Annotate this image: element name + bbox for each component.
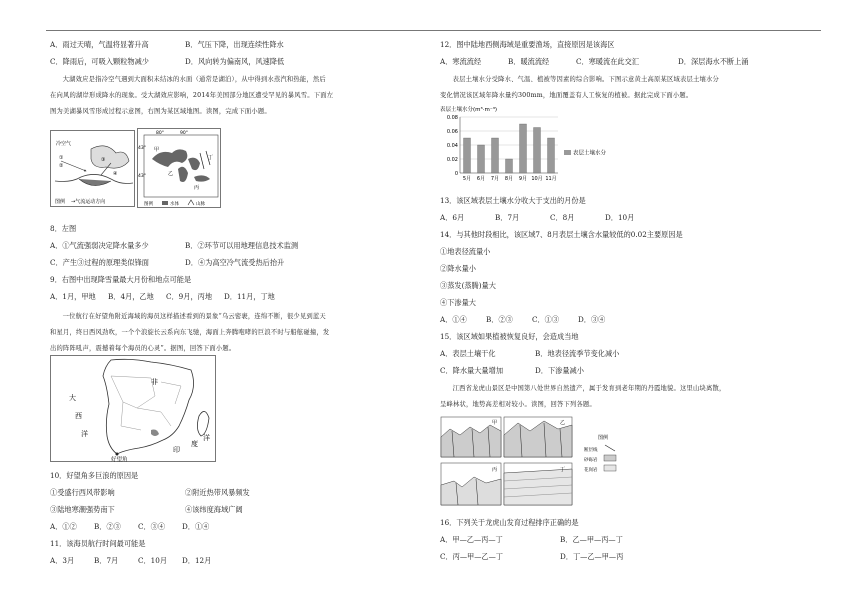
section-yi [504,417,572,457]
bar [492,138,499,173]
legend-swatch [564,150,571,155]
region-jia: 甲 [154,147,160,153]
passage-soil-moisture: 表层土壤水分受降水、气温、植被等因素的综合影响。下图示意黄土高原某区域表层土壤水分 变化情况该区域年降水量约300mm，地面覆盖有人工恢复的植被。据此完成下面小题。 [440,76,719,99]
cold-air-label: 冷空气 [56,141,72,147]
option: B．7月 [495,212,520,222]
svg-text:甲: 甲 [492,420,498,426]
water-swatch [162,201,168,205]
passage-lake-effect: 大湖效应是指冷空气遇到大面积未结冰的水面（通常是湖泊），从中得到水蒸汽和热能，然后 在向风的湖岸形成降水的现象。受大湖效应影响，2014年美国部分地区遭受罕见的暴风雪。下面左 图为美湖暴风雪形成过程示意图，右图为某区域地图。读图，完成下面小题。 [50,76,334,115]
option: C．降水量大量增加 [440,365,504,375]
svg-text:砂砾岩: 砂砾岩 [584,458,598,463]
option: D．①④ [182,521,210,531]
svg-text:丙: 丙 [492,467,498,473]
x-tick-label: 9月 [518,176,528,182]
option: D．下渗量减小 [535,365,584,375]
option: B．7月 [94,555,119,565]
svg-text:断层线: 断层线 [584,448,598,453]
svg-text:图例: 图例 [598,435,609,441]
q7-options [50,36,395,53]
option: A．雨过天晴，气温将显著升高 [50,39,149,49]
label-indian: 印 [173,446,180,454]
section-bing [441,463,501,505]
option: A．寒流流经 [440,56,482,66]
option: D．③④ [578,314,606,324]
item: ④该纬度海域广阔 [185,504,243,514]
option: C．寒暖流在此交汇 [576,56,640,66]
chart-title: 表层土壤水分(m³·m⁻³) [440,107,498,113]
option: A．①④ [440,314,467,324]
y-tick-label: 0.02 [446,156,458,163]
label-africa: 非 [151,378,158,386]
figure-danxia-cross-sections [440,415,650,507]
option: B．4月，乙地 [108,291,154,301]
q14-item: ①地表径流量小 [440,246,491,256]
chart-yticks [447,115,458,177]
left-column-lower [50,220,395,357]
option: B．暖流流经 [508,56,550,66]
danxia-svg [440,415,650,507]
passage-cape: 一位航行在好望角附近海域的海员这样描述看到的景象“乌云密裹，连绵不断，很少见到蓝天 和星月，终日西风劲吹，一个个浪旋长云系向东飞驰，海面上奔腾咆哮的巨浪不时与船舷碰撞，发 出的阵阵吼声，震撼着每个海员的心灵”。据图，回答下面小题。 [50,313,330,352]
option: D．10月 [605,212,635,222]
label-indian: 度 [191,440,198,448]
option: C．③④ [138,521,166,531]
x-tick-label: 7月 [490,176,500,182]
q12-options [440,53,815,70]
marker-4: ④ [113,171,118,177]
label-atlantic: 洋 [81,430,88,438]
label-atlantic: 大 [69,394,76,402]
q8-stem: 8．左图 [50,223,77,233]
item: ②附近热带风暴频发 [185,487,250,497]
q11-options [50,552,395,569]
option: C．9月，丙地 [166,291,213,301]
meridian-90: 90° [180,131,188,136]
q16-stem: 16．下列关于龙虎山发育过程排序正确的是 [440,517,579,527]
option: C．10月 [138,555,168,565]
meridian-80: 80° [156,131,164,136]
q14-options [440,311,815,328]
label-cape: 好望角 [111,457,128,463]
option: C．降雨后，可吸入颗粒物减少 [50,56,149,66]
header-rule [46,30,821,31]
legend-mountain: 山脉 [196,202,205,207]
q10-items [50,501,395,518]
y-tick-label: 0 [454,170,458,177]
q10-items [50,484,395,501]
q15-stem: 15．该区域如果植被恢复良好，会造成当地 [440,331,579,341]
x-tick-label: 8月 [504,176,514,182]
right-column [440,36,815,104]
legend-title: 图例 [55,199,66,205]
q15-options [440,362,815,379]
bar [478,145,485,173]
q10-stem: 10．好望角多巨浪的原因是 [50,470,139,480]
marker-1: ① [59,155,64,161]
option: B．②③ [94,521,121,531]
option: D．12月 [182,555,212,565]
lake-effect-svg [51,131,136,208]
option: C．①③ [532,314,560,324]
item: ①受盛行西风带影响 [50,487,115,497]
marker-2: ② [59,163,64,169]
item: ③陆地寒潮强势南下 [50,504,115,514]
x-tick-label: 10月 [531,176,543,182]
svg-text:花岗岩: 花岗岩 [584,468,598,473]
q8-options [50,237,395,254]
option: D．11月，丁地 [224,291,275,301]
region-yi: 乙 [168,171,174,177]
q14-item: ②降水量小 [440,263,476,273]
africa-svg [51,356,217,463]
option: B．地表径流季节变化减小 [535,348,620,358]
q16-options [440,531,815,548]
q14-stem: 14．与其他时段相比，该区域7、8月表层土壤含水量较低的0.02主要原因是 [440,229,683,239]
q13-options [440,209,815,226]
option: A．①气流强弱决定降水量多少 [50,240,149,250]
chart-bars [464,124,555,173]
bar [506,159,513,173]
q16-options [440,548,815,565]
option: D．深层海水不断上涌 [678,56,749,66]
option: A．①② [50,521,77,531]
q15-options [440,345,815,362]
great-lakes-svg [138,129,222,209]
option: C．8月 [550,212,575,222]
q8-options [50,254,395,271]
parallel-label: 43° [138,146,146,151]
y-tick-label: 0.06 [446,128,458,135]
option: C．产生③过程的原理类似锋面 [50,257,149,267]
figure-africa-map [50,355,216,462]
passage-longhushan: 江西省龙虎山景区是中国第八处世界自然遗产，属于发育到老年期的丹霞地貌。这里山块离散， 呈峰林状，地势高差相对较小。读图，回答下列各题。 [440,385,726,408]
q11-stem: 11．该海员航行时间最可能是 [50,538,146,548]
section-jia [441,417,501,457]
region-bing: 丙 [194,185,200,191]
legend-water: 水体 [170,202,179,207]
q9-stem: 9．右图中出现降雪量最大月份和地点可能是 [50,274,192,284]
q13-stem: 13．该区域表层土壤水分收大于支出的月份是 [440,195,586,205]
svg-text:丁: 丁 [560,467,566,473]
cape-marker [116,453,119,456]
region-ding: 丁 [208,155,214,161]
option: B．乙—甲—丙—丁 [560,534,623,544]
q14-item: ④下渗量大 [440,297,476,307]
bar [534,128,541,174]
legend-airflow: →气流运动方向 [71,199,106,205]
section-legend [584,434,616,473]
section-ding [504,463,572,505]
q14-item: ③蒸发(蒸腾)量大 [440,280,496,290]
q10-options [50,518,395,535]
option: A．3月 [50,555,75,565]
soil-moisture-chart [440,103,620,193]
figure-lake-effect-diagram [50,130,135,207]
y-tick-label: 0.04 [446,142,458,149]
option: A．甲—乙—丙—丁 [440,534,503,544]
chart-xticks [463,175,557,182]
option: A．1月，甲地 [50,291,96,301]
bar [520,124,527,173]
bar [464,138,471,173]
right-column-mid [440,192,815,413]
legend-title: 图例 [144,202,153,207]
option: D．丁—乙—甲—丙 [560,551,624,561]
option: B．②环节可以用地理信息技术监测 [185,240,299,250]
y-tick-label: 0.08 [446,114,458,121]
figure-great-lakes-map [137,128,221,208]
option: D．④为高空冷气流受热后抬升 [185,257,285,267]
bar [548,138,555,173]
option: C．丙—甲—乙—丁 [440,551,503,561]
left-column [50,36,395,120]
option: B．气压下降，出现连续性降水 [185,39,284,49]
q7-options [50,53,395,70]
label-atlantic: 西 [75,412,82,420]
left-column-bottom [50,467,395,569]
parallel-label: 43° [138,174,146,179]
x-tick-label: 11月 [545,176,557,182]
right-column-bottom [440,514,815,565]
q12-stem: 12．图中陆地西侧海域是重要渔场，直接原因是该海区 [440,39,615,49]
x-tick-label: 5月 [462,176,472,182]
option: A．表层土壤干化 [440,348,496,358]
chart-legend-label: 表层土壤水分 [573,150,607,157]
q9-options [50,288,395,305]
option: B．②③ [486,314,513,324]
option: A．6月 [440,212,465,222]
option: D．风向转为偏南风，风速降低 [185,56,285,66]
x-tick-label: 6月 [476,176,486,182]
marker-3: ③ [101,157,106,163]
svg-text:乙: 乙 [560,420,566,426]
chart-svg [440,103,620,193]
label-indian: 洋 [203,434,210,442]
